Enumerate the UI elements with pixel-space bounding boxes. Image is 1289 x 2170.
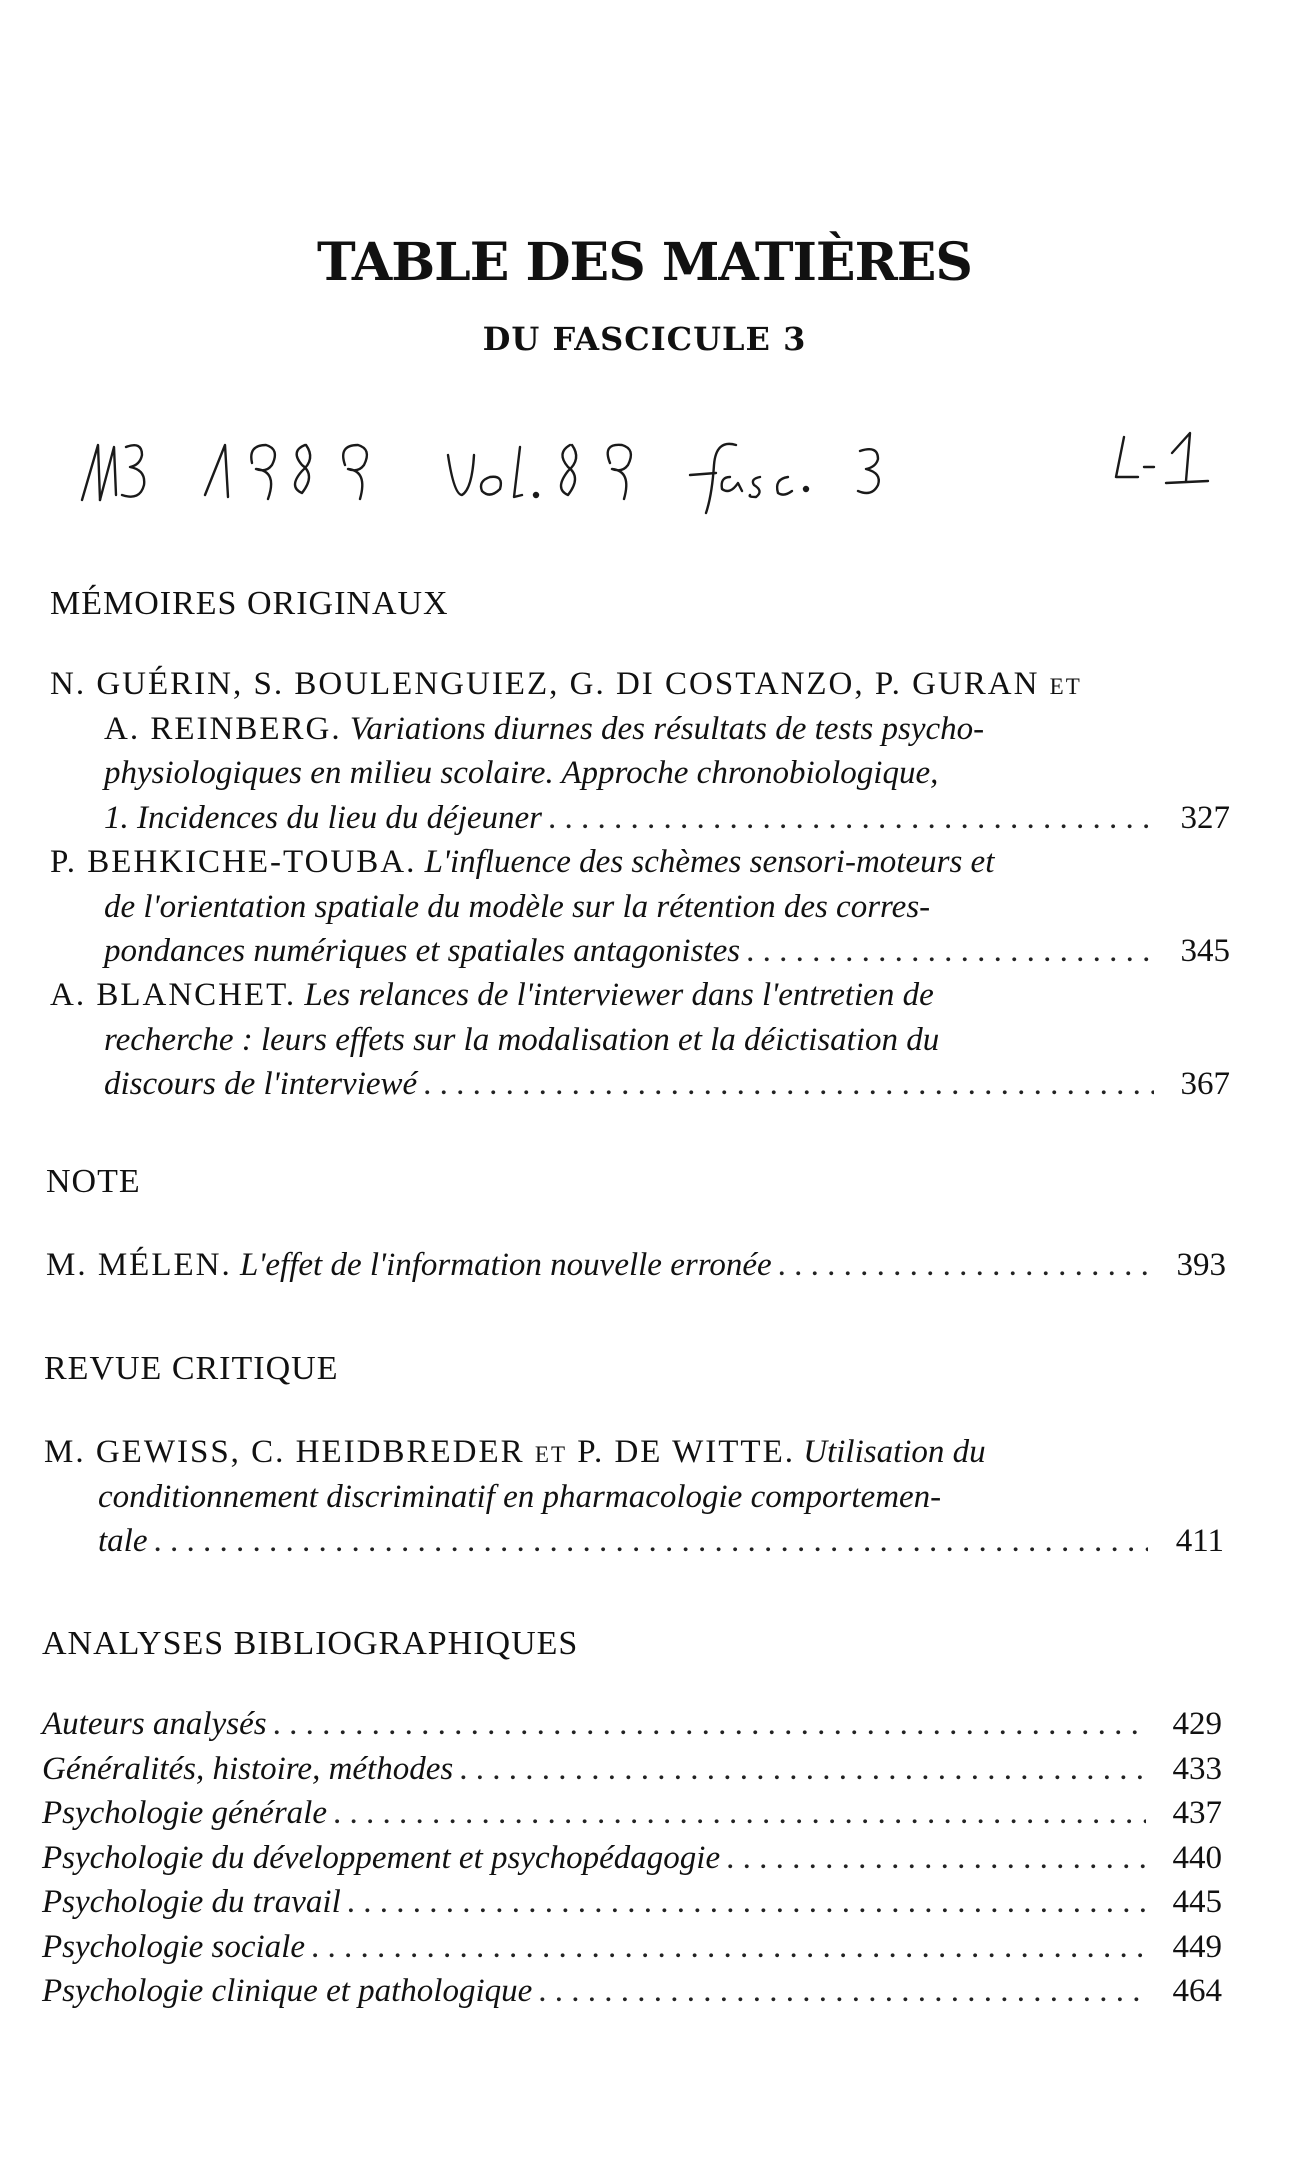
page-number: 393 [1176, 1247, 1226, 1283]
entry-line-with-page: M. MÉLEN. L'effet de l'information nouvelle erronée . . . 393 [46, 1243, 1226, 1288]
list-item: Auteurs analysés . . . 429 [42, 1702, 1222, 1747]
toc-entry-blanchet [50, 973, 1230, 1107]
dot-leader [423, 1062, 1154, 1107]
toc-entry-behkiche [50, 840, 1230, 974]
list-item: Psychologie du travail . . . 445 [42, 1880, 1222, 1925]
page-title: TABLE DES MATIÈRES [317, 232, 972, 293]
entry-line-with-page: tale . . . 411 [44, 1519, 1224, 1564]
entry-line: physiologiques en milieu scolaire. Approche chronobiologique, [104, 755, 939, 791]
list-item: Psychologie clinique et pathologique . . . 464 [42, 1969, 1222, 2014]
section-heading-analyses: ANALYSES BIBLIOGRAPHIQUES [42, 1625, 579, 1662]
dot-leader [153, 1519, 1148, 1564]
dot-leader [333, 1791, 1146, 1836]
entry-line: P. BEHKICHE-TOUBA. L'influence des schèmes sensori-moteurs et [50, 844, 995, 880]
page-number: 367 [1180, 1066, 1230, 1102]
section-heading-memoires: MÉMOIRES ORIGINAUX [50, 585, 449, 622]
entry-line-with-page: 1. Incidences du lieu du déjeuner . . . 327 [50, 796, 1230, 841]
list-item: Psychologie du développement et psychopédagogie . . . 440 [42, 1836, 1222, 1881]
toc-entry-gewiss [44, 1430, 1224, 1564]
entry-line: A. REINBERG. Variations diurnes des résultats de tests psycho- [104, 710, 985, 747]
dot-leader [459, 1747, 1146, 1792]
dot-leader [746, 929, 1154, 974]
list-item: Généralités, histoire, méthodes . . . 433 [42, 1747, 1222, 1792]
entry-line: de l'orientation spatiale du modèle sur la rétention des corres- [104, 888, 931, 925]
page-number: 433 [1172, 1750, 1222, 1787]
entry-line: M. GEWISS, C. HEIDBREDER et P. DE WITTE. Utilisation du [44, 1434, 986, 1470]
dot-leader [347, 1880, 1146, 1925]
section-heading-note: NOTE [46, 1163, 141, 1200]
list-item: Psychologie sociale . . . 449 [42, 1925, 1222, 1970]
page-number: 327 [1180, 799, 1230, 836]
page-number: 411 [1175, 1523, 1224, 1559]
dot-leader [273, 1702, 1146, 1747]
toc-entry-melen [46, 1243, 1226, 1288]
dot-leader [778, 1243, 1150, 1288]
dot-leader [726, 1836, 1146, 1881]
page-number: 464 [1172, 1973, 1222, 2009]
dot-leader [311, 1925, 1146, 1970]
page-number: 449 [1172, 1928, 1222, 1965]
entry-line: recherche : leurs effets sur la modalisation et la déictisation du [104, 1021, 940, 1058]
handwritten-annotation [70, 415, 1240, 515]
entry-line-with-page: discours de l'interviewé . . . 367 [50, 1062, 1230, 1107]
entry-line: conditionnement discriminatif en pharmacologie comportemen- [98, 1478, 942, 1515]
page-number: 437 [1172, 1795, 1222, 1831]
page-number: 345 [1180, 933, 1230, 969]
page-subtitle: DU FASCICULE 3 [482, 320, 807, 358]
entry-line-with-page: pondances numériques et spatiales antagonistes . . . 345 [50, 929, 1230, 974]
dot-leader [538, 1969, 1146, 2014]
page-number: 429 [1172, 1706, 1222, 1742]
dot-leader [548, 796, 1154, 841]
page-number: 440 [1172, 1839, 1222, 1876]
toc-entry-guerin [50, 662, 1230, 840]
list-item: Psychologie générale . . . 437 [42, 1791, 1222, 1836]
entry-authors: N. GUÉRIN, S. BOULENGUIEZ, G. DI COSTANZO, P. GURAN et [50, 666, 1082, 702]
page-number: 445 [1172, 1884, 1222, 1920]
section-heading-revue: REVUE CRITIQUE [44, 1350, 339, 1387]
entry-line: A. BLANCHET. Les relances de l'interviewer dans l'entretien de [50, 977, 934, 1013]
analyses-list [42, 1702, 1222, 2014]
